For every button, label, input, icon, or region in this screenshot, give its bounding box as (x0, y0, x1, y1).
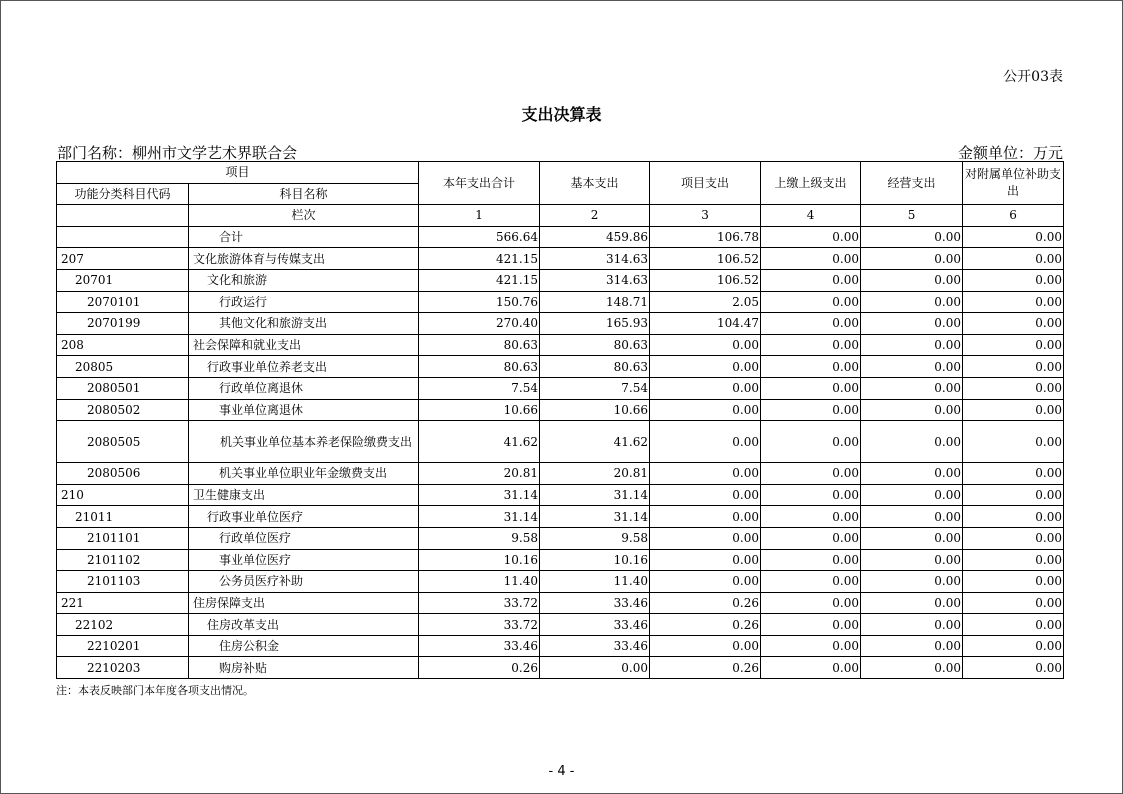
amount-cell: 10.66 (540, 399, 650, 421)
amount-cell: 0.00 (861, 313, 963, 335)
subject-name-cell: 行政单位医疗 (189, 527, 419, 549)
func-code-cell: 22102 (57, 614, 189, 636)
table-row (57, 657, 1064, 679)
amount-cell: 106.52 (650, 248, 761, 270)
amount-cell: 33.72 (419, 614, 540, 636)
amount-cell: 0.00 (963, 657, 1064, 679)
total-value: 0.00 (963, 226, 1064, 248)
amount-cell: 80.63 (419, 356, 540, 378)
amount-cell: 0.00 (761, 592, 861, 614)
table-row (57, 592, 1064, 614)
amount-cell: 0.00 (761, 549, 861, 571)
total-value: 0.00 (861, 226, 963, 248)
table-row (57, 484, 1064, 506)
amount-cell: 0.00 (540, 657, 650, 679)
amount-cell: 0.00 (963, 356, 1064, 378)
header-func-code: 功能分类科目代码 (57, 183, 189, 205)
header-business: 经营支出 (861, 162, 963, 205)
amount-cell: 0.00 (761, 313, 861, 335)
amount-cell: 31.14 (540, 506, 650, 528)
func-code-cell: 2210201 (57, 635, 189, 657)
table-row (57, 399, 1064, 421)
subject-name-cell: 文化和旅游 (189, 269, 419, 291)
func-code-cell: 2080501 (57, 377, 189, 399)
amount-cell: 41.62 (419, 421, 540, 463)
amount-cell: 0.00 (761, 421, 861, 463)
amount-cell: 0.00 (861, 657, 963, 679)
form-code: 公开03表 (1003, 69, 1063, 85)
amount-cell: 0.00 (963, 549, 1064, 571)
amount-cell: 104.47 (650, 313, 761, 335)
amount-cell: 0.00 (761, 248, 861, 270)
amount-cell: 0.00 (963, 506, 1064, 528)
amount-cell: 80.63 (419, 334, 540, 356)
total-value: 459.86 (540, 226, 650, 248)
amount-cell: 31.14 (540, 484, 650, 506)
amount-cell: 150.76 (419, 291, 540, 313)
func-code-cell: 2070199 (57, 313, 189, 335)
amount-cell: 0.00 (761, 334, 861, 356)
amount-cell: 0.00 (861, 421, 963, 463)
amount-cell: 33.72 (419, 592, 540, 614)
amount-cell: 0.00 (761, 571, 861, 593)
amount-cell: 11.40 (419, 571, 540, 593)
subject-name-cell: 机关事业单位基本养老保险缴费支出 (189, 421, 419, 463)
amount-cell: 7.54 (540, 377, 650, 399)
amount-unit: 金额单位：万元 (957, 144, 1063, 162)
amount-cell: 0.00 (963, 592, 1064, 614)
total-label: 合计 (189, 226, 419, 248)
amount-cell: 2.05 (650, 291, 761, 313)
table-note: 注：本表反映部门本年度各项支出情况。 (56, 684, 254, 697)
header-basic: 基本支出 (540, 162, 650, 205)
subject-name-cell: 行政运行 (189, 291, 419, 313)
amount-cell: 20.81 (540, 463, 650, 485)
amount-cell: 0.00 (761, 399, 861, 421)
table-row (57, 291, 1064, 313)
amount-cell: 0.00 (861, 592, 963, 614)
header-project: 项目 (57, 162, 419, 184)
table-row (57, 248, 1064, 270)
header-upper-level: 上缴上级支出 (761, 162, 861, 205)
header-index: 1 (419, 205, 540, 227)
amount-cell: 314.63 (540, 269, 650, 291)
amount-cell: 421.15 (419, 248, 540, 270)
func-code-cell: 2080502 (57, 399, 189, 421)
amount-cell: 0.00 (861, 377, 963, 399)
amount-cell: 0.00 (650, 421, 761, 463)
amount-cell: 33.46 (540, 614, 650, 636)
amount-cell: 0.00 (650, 377, 761, 399)
amount-cell: 0.00 (963, 484, 1064, 506)
table-row (57, 463, 1064, 485)
table-row (57, 421, 1064, 463)
amount-cell: 0.00 (650, 334, 761, 356)
subject-name-cell: 购房补贴 (189, 657, 419, 679)
table-row (57, 334, 1064, 356)
func-code-cell: 2080506 (57, 463, 189, 485)
amount-cell: 0.00 (650, 506, 761, 528)
amount-cell: 0.00 (963, 269, 1064, 291)
amount-cell: 270.40 (419, 313, 540, 335)
subject-name-cell: 文化旅游体育与传媒支出 (189, 248, 419, 270)
header-index: 3 (650, 205, 761, 227)
amount-cell: 0.00 (761, 635, 861, 657)
func-code-cell: 2070101 (57, 291, 189, 313)
header-index-label: 栏次 (189, 205, 419, 227)
amount-cell: 31.14 (419, 506, 540, 528)
amount-cell: 0.00 (650, 356, 761, 378)
subject-name-cell: 行政事业单位养老支出 (189, 356, 419, 378)
header-total: 本年支出合计 (419, 162, 540, 205)
amount-cell: 0.00 (963, 463, 1064, 485)
subject-name-cell: 机关事业单位职业年金缴费支出 (189, 463, 419, 485)
total-value: 566.64 (419, 226, 540, 248)
amount-cell: 0.00 (963, 571, 1064, 593)
amount-cell: 0.26 (419, 657, 540, 679)
amount-cell: 0.00 (761, 291, 861, 313)
amount-cell: 80.63 (540, 334, 650, 356)
func-code-cell: 207 (57, 248, 189, 270)
total-code-cell (57, 226, 189, 248)
table-row (57, 527, 1064, 549)
amount-cell: 10.66 (419, 399, 540, 421)
amount-cell: 0.00 (963, 313, 1064, 335)
subject-name-cell: 公务员医疗补助 (189, 571, 419, 593)
amount-cell: 7.54 (419, 377, 540, 399)
amount-cell: 0.00 (963, 635, 1064, 657)
amount-cell: 0.00 (963, 421, 1064, 463)
func-code-cell: 2101101 (57, 527, 189, 549)
amount-cell: 0.00 (650, 527, 761, 549)
table-row (57, 377, 1064, 399)
amount-cell: 0.00 (861, 549, 963, 571)
amount-cell: 20.81 (419, 463, 540, 485)
amount-cell: 0.00 (963, 614, 1064, 636)
amount-cell: 0.00 (761, 657, 861, 679)
amount-cell: 314.63 (540, 248, 650, 270)
amount-cell: 9.58 (419, 527, 540, 549)
amount-cell: 0.00 (861, 484, 963, 506)
amount-cell: 0.00 (650, 399, 761, 421)
amount-cell: 33.46 (540, 592, 650, 614)
subject-name-cell: 社会保障和就业支出 (189, 334, 419, 356)
amount-cell: 80.63 (540, 356, 650, 378)
amount-cell: 0.00 (963, 334, 1064, 356)
table-row (57, 356, 1064, 378)
amount-cell: 0.00 (761, 463, 861, 485)
amount-cell: 0.26 (650, 614, 761, 636)
func-code-cell: 210 (57, 484, 189, 506)
amount-cell: 0.00 (761, 269, 861, 291)
amount-cell: 0.00 (963, 527, 1064, 549)
amount-cell: 0.26 (650, 592, 761, 614)
total-value: 0.00 (761, 226, 861, 248)
page-title: 支出决算表 (521, 105, 602, 124)
func-code-cell: 21011 (57, 506, 189, 528)
subject-name-cell: 行政事业单位医疗 (189, 506, 419, 528)
header-index-blank (57, 205, 189, 227)
amount-cell: 0.00 (761, 614, 861, 636)
amount-cell: 9.58 (540, 527, 650, 549)
amount-cell: 0.00 (861, 356, 963, 378)
amount-cell: 0.00 (861, 571, 963, 593)
subject-name-cell: 事业单位医疗 (189, 549, 419, 571)
amount-cell: 10.16 (540, 549, 650, 571)
amount-cell: 0.00 (761, 527, 861, 549)
func-code-cell: 2210203 (57, 657, 189, 679)
amount-cell: 10.16 (419, 549, 540, 571)
subject-name-cell: 住房公积金 (189, 635, 419, 657)
subject-name-cell: 住房保障支出 (189, 592, 419, 614)
func-code-cell: 221 (57, 592, 189, 614)
header-index: 2 (540, 205, 650, 227)
amount-cell: 0.00 (861, 527, 963, 549)
header-subject-name: 科目名称 (189, 183, 419, 205)
amount-cell: 0.00 (861, 248, 963, 270)
page-number: - 4 - (548, 764, 575, 779)
func-code-cell: 208 (57, 334, 189, 356)
department-name: 部门名称：柳州市文学艺术界联合会 (57, 144, 298, 162)
amount-cell: 11.40 (540, 571, 650, 593)
amount-cell: 148.71 (540, 291, 650, 313)
amount-cell: 165.93 (540, 313, 650, 335)
amount-cell: 0.00 (861, 506, 963, 528)
table-row (57, 269, 1064, 291)
amount-cell: 0.00 (861, 291, 963, 313)
amount-cell: 0.00 (963, 291, 1064, 313)
func-code-cell: 2080505 (57, 421, 189, 463)
table-row (57, 549, 1064, 571)
header-project-expense: 项目支出 (650, 162, 761, 205)
amount-cell: 0.00 (861, 635, 963, 657)
amount-cell: 0.00 (650, 463, 761, 485)
header-index: 5 (861, 205, 963, 227)
amount-cell: 0.00 (861, 463, 963, 485)
amount-cell: 0.00 (761, 506, 861, 528)
amount-cell: 0.00 (650, 571, 761, 593)
subject-name-cell: 其他文化和旅游支出 (189, 313, 419, 335)
table-row (57, 313, 1064, 335)
table-row (57, 635, 1064, 657)
amount-cell: 0.00 (761, 356, 861, 378)
amount-cell: 0.00 (650, 484, 761, 506)
amount-cell: 0.00 (963, 399, 1064, 421)
amount-cell: 0.26 (650, 657, 761, 679)
subject-name-cell: 住房改革支出 (189, 614, 419, 636)
func-code-cell: 2101102 (57, 549, 189, 571)
amount-cell: 421.15 (419, 269, 540, 291)
amount-cell: 106.52 (650, 269, 761, 291)
amount-cell: 33.46 (540, 635, 650, 657)
amount-cell: 41.62 (540, 421, 650, 463)
amount-cell: 0.00 (861, 614, 963, 636)
expenditure-table (56, 161, 1064, 679)
header-subsidy: 对附属单位补助支出 (963, 162, 1064, 205)
table-row (57, 506, 1064, 528)
table-row (57, 614, 1064, 636)
amount-cell: 0.00 (650, 549, 761, 571)
func-code-cell: 20805 (57, 356, 189, 378)
amount-cell: 33.46 (419, 635, 540, 657)
subject-name-cell: 行政单位离退休 (189, 377, 419, 399)
subject-name-cell: 卫生健康支出 (189, 484, 419, 506)
amount-cell: 0.00 (650, 635, 761, 657)
amount-cell: 0.00 (761, 377, 861, 399)
table-row (57, 571, 1064, 593)
header-index: 4 (761, 205, 861, 227)
amount-cell: 0.00 (861, 334, 963, 356)
amount-cell: 0.00 (861, 269, 963, 291)
func-code-cell: 2101103 (57, 571, 189, 593)
total-row (57, 226, 1064, 248)
total-value: 106.78 (650, 226, 761, 248)
subject-name-cell: 事业单位离退休 (189, 399, 419, 421)
amount-cell: 31.14 (419, 484, 540, 506)
amount-cell: 0.00 (963, 248, 1064, 270)
func-code-cell: 20701 (57, 269, 189, 291)
amount-cell: 0.00 (861, 399, 963, 421)
header-index: 6 (963, 205, 1064, 227)
amount-cell: 0.00 (963, 377, 1064, 399)
amount-cell: 0.00 (761, 484, 861, 506)
